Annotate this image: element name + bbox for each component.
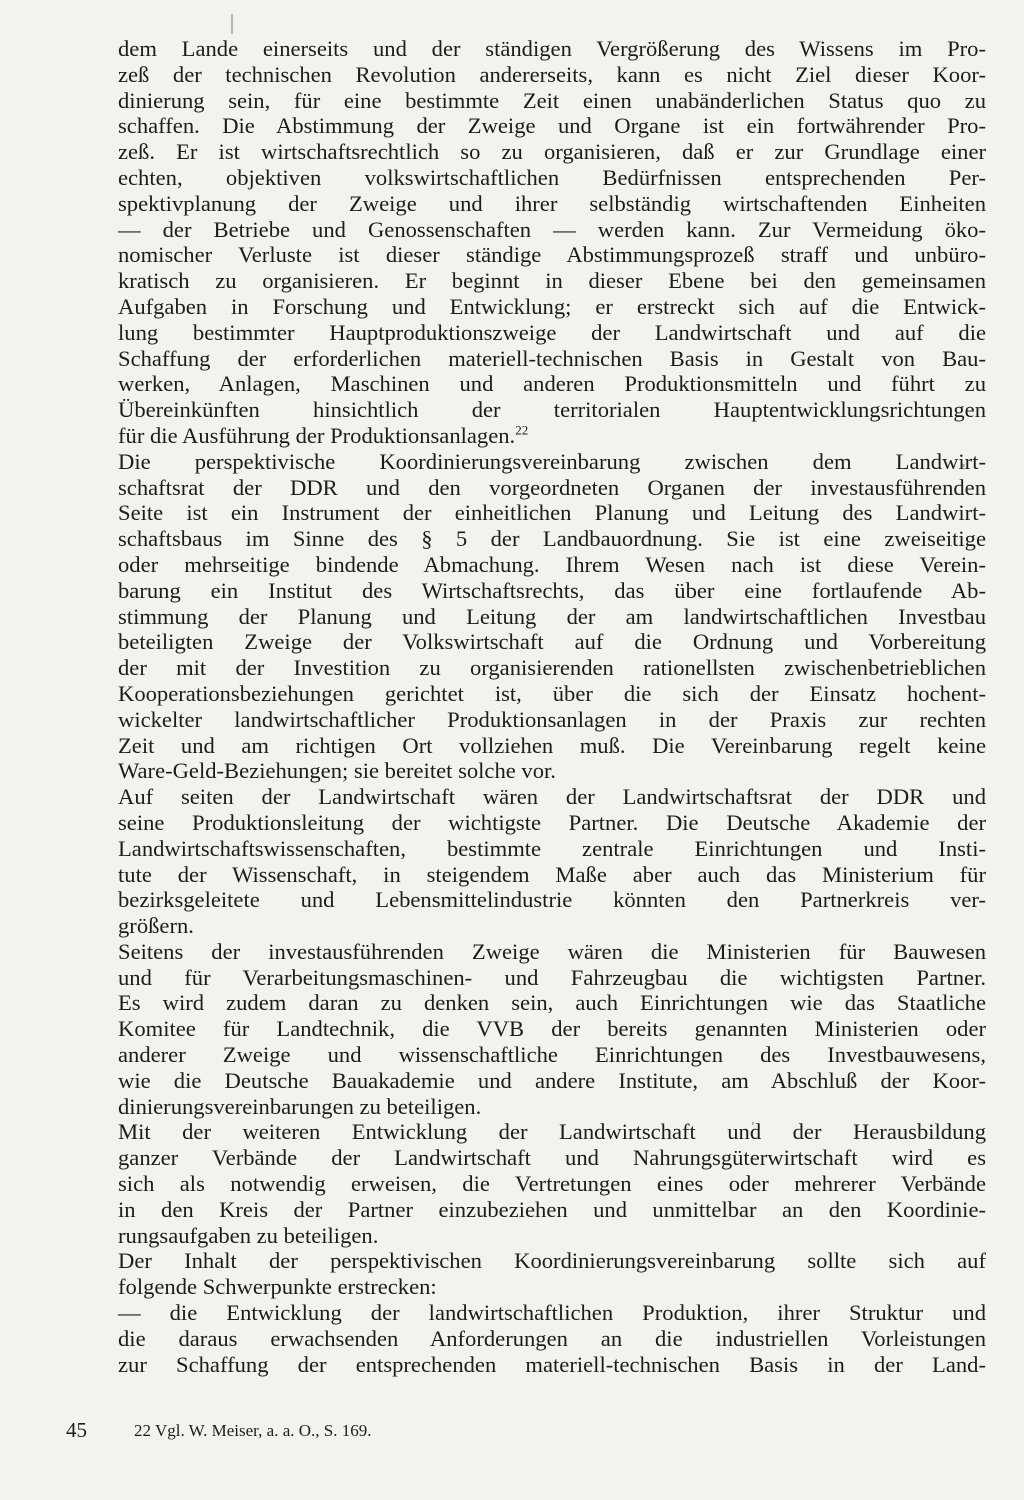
text-line: — die Entwicklung der landwirtschaftlichen Produktion, ihrer Struktur und [118, 1300, 986, 1326]
text-line: die daraus erwachsenden Anforderungen an die industriellen Vorleistungen [118, 1325, 986, 1351]
text-line: und für Verarbeitungsmaschinen- und Fahrzeugbau die wichtigsten Partner. [118, 964, 986, 990]
text-line: wickelter landwirtschaftlicher Produktionsanlagen in der Praxis zur rechten [118, 706, 986, 732]
text-line: Der Inhalt der perspektivischen Koordinierungsvereinbarung sollte sich auf [118, 1248, 986, 1274]
text-line: zeß. Er ist wirtschaftsrechtlich so zu organisieren, daß er zur Grundlage einer [118, 139, 986, 165]
text-line: folgende Schwerpunkte erstrecken: [118, 1274, 437, 1300]
text-line: größern. [118, 913, 194, 939]
text-line: Aufgaben in Forschung und Entwicklung; er erstreckt sich auf die Entwick- [118, 293, 986, 319]
text-line: schaftsrat der DDR und den vorgeordneten Organen der investausführenden [118, 474, 986, 500]
text-line: barung ein Institut des Wirtschaftsrechts, das über eine fortlaufende Ab- [118, 577, 986, 603]
text-line: Übereinkünften hinsichtlich der territorialen Hauptentwicklungsrichtungen [118, 397, 986, 423]
text-line: echten, objektiven volkswirtschaftlichen Bedürfnissen entsprechenden Per- [118, 164, 986, 190]
text-line: sich als notwendig erweisen, die Vertretungen eines oder mehrerer Verbände [118, 1171, 986, 1197]
text-line: Die perspektivische Koordinierungsvereinbarung zwischen dem Landwirt- [118, 448, 986, 474]
text-line: werken, Anlagen, Maschinen und anderen Produktionsmitteln und führt zu [118, 371, 986, 397]
paragraph [118, 449, 986, 784]
text-line: seine Produktionsleitung der wichtigste Partner. Die Deutsche Akademie der [118, 809, 986, 835]
text-line: kratisch zu organisieren. Er beginnt in dieser Ebene bei den gemeinsamen [118, 268, 986, 294]
paragraph [118, 939, 986, 1120]
text-line: spektivplanung der Zweige und ihrer selbständig wirtschaftenden Einheiten [118, 190, 986, 216]
paragraph [118, 1300, 986, 1377]
text-line: Seitens der investausführenden Zweige wären die Ministerien für Bauwesen [118, 938, 986, 964]
text-line: Schaffung der erforderlichen materiell-technischen Basis in Gestalt von Bau- [118, 345, 986, 371]
text-line: rungsaufgaben zu beteiligen. [118, 1222, 379, 1248]
text-line: Mit der weiteren Entwicklung der Landwirtschaft und der Herausbildung [118, 1119, 986, 1145]
text-line [118, 423, 986, 449]
text-line: Es wird zudem daran zu denken sein, auch Einrichtungen wie das Staatliche [118, 990, 986, 1016]
page-footer [66, 1416, 966, 1444]
page-number: 45 [66, 1418, 87, 1442]
scan-mark [231, 14, 233, 34]
text-line: lung bestimmter Hauptproduktionszweige der Landwirtschaft und auf die [118, 319, 986, 345]
text-line: wie die Deutsche Bauakademie und andere Institute, am Abschluß der Koor- [118, 1067, 986, 1093]
text-line: Landwirtschaftswissenschaften, bestimmte zentrale Einrichtungen und Insti- [118, 835, 986, 861]
text-line: Auf seiten der Landwirtschaft wären der Landwirtschaftsrat der DDR und [118, 784, 986, 810]
text-line: tute der Wissenschaft, in steigendem Maße aber auch das Ministerium für [118, 861, 986, 887]
text-line: dinierungsvereinbarungen zu beteiligen. [118, 1093, 482, 1119]
text-line: dinierung sein, für eine bestimmte Zeit einen unabänderlichen Status quo zu [118, 87, 986, 113]
text-line: stimmung der Planung und Leitung der am landwirtschaftlichen Investbau [118, 603, 986, 629]
footnote-reference[interactable]: 22 [515, 422, 529, 438]
paragraph [118, 1119, 986, 1248]
text-line: Seite ist ein Instrument der einheitlichen Planung und Leitung des Landwirt- [118, 500, 986, 526]
text-line: oder mehrseitige bindende Abmachung. Ihrem Wesen nach ist diese Verein- [118, 551, 986, 577]
text-line: — der Betriebe und Genossenschaften — werden kann. Zur Vermeidung öko- [118, 216, 986, 242]
line-text: für die Ausführung der Produktionsanlagen. [118, 422, 516, 448]
text-line: beteiligten Zweige der Volkswirtschaft auf die Ordnung und Vorbereitung [118, 629, 986, 655]
paragraph [118, 1248, 986, 1300]
paragraph [118, 784, 986, 939]
text-line: dem Lande einerseits und der ständigen Vergrößerung des Wissens im Pro- [118, 36, 986, 61]
text-line: Komitee für Landtechnik, die VVB der bereits genannten Ministerien oder [118, 1016, 986, 1042]
text-line: Kooperationsbeziehungen gerichtet ist, über die sich der Einsatz hochent- [118, 680, 986, 706]
text-line: in den Kreis der Partner einzubeziehen und unmittelbar an den Koordinie- [118, 1196, 986, 1222]
text-line: schaftsbaus im Sinne des § 5 der Landbauordnung. Sie ist eine zweiseitige [118, 526, 986, 552]
text-line: ganzer Verbände der Landwirtschaft und Nahrungsgüterwirtschaft wird es [118, 1145, 986, 1171]
text-line: schaffen. Die Abstimmung der Zweige und Organe ist ein fortwährender Pro- [118, 113, 986, 139]
footnote: 22 Vgl. W. Meiser, a. a. O., S. 169. [134, 1421, 372, 1440]
text-line: anderer Zweige und wissenschaftliche Einrichtungen des Investbauwesens, [118, 1042, 986, 1068]
text-line: Zeit und am richtigen Ort vollziehen muß. Die Vereinbarung regelt keine [118, 732, 986, 758]
text-line: der mit der Investition zu organisierenden rationellsten zwischenbetrieblichen [118, 655, 986, 681]
text-line: bezirksgeleitete und Lebensmittelindustrie könnten den Partnerkreis ver- [118, 887, 986, 913]
body-text [118, 36, 986, 1377]
text-line: zur Schaffung der entsprechenden materiell-technischen Basis in der Land- [118, 1351, 986, 1377]
text-line: zeß der technischen Revolution andererseits, kann es nicht Ziel dieser Koor- [118, 61, 986, 87]
paragraph [118, 36, 986, 449]
text-line: nomischer Verluste ist dieser ständige Abstimmungsprozeß straff und unbüro- [118, 242, 986, 268]
text-line: Ware-Geld-Beziehungen; sie bereitet solche vor. [118, 758, 556, 784]
